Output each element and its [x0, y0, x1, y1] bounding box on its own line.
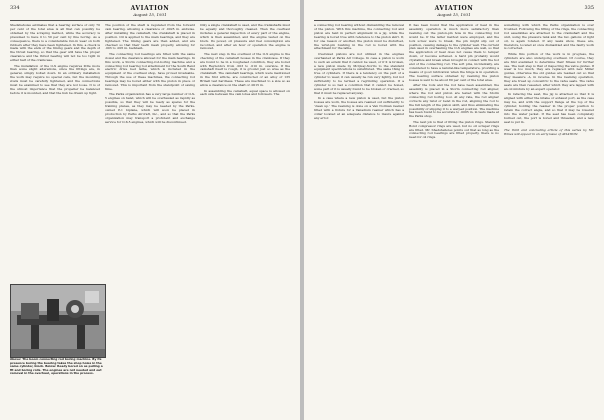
- paragraph: something with which the Parks organization is over troubled. Following the fitting of the rings, the connecting rod assemblies are attached to the crankshaft and the unit, using the pressure tank and the two gallons of light oil, is again rotated. If any leaks show, these are, therefore, located at once dismantled and the faulty work is corrected.: [504, 24, 594, 51]
- left-column-2: [105, 24, 195, 414]
- paragraph: a connecting rod bearing without dismantling the removal of the piston. With this machine, the connecting rod and piston are held in perfect alignment in a jig, while the bearing is bored true with reference to the piston skirt. If, for one reason or another, the piston must be disturbed, the wrist-pin bushing in the rod is bored with the attachment for the lathe.: [314, 24, 404, 51]
- paragraph: Oversized pistons are not utilized in the engines overhauled at Parks Air College. In case a piston is worn to such an extent that it cannot be used, or if it is broken, a new piston made by McQuay-Norris to the standard equipment specifications is substituted. The same thing is true of cylinders. If there is a tendency on the part of a cylinder to wear, it can usually be run very lightly, but not sufficiently to be termed a regrinding operation. If a cylinder is so bad a condition that it cannot be honed, some part of it is usually found to be broken or cracked, so that it must be replaced anyway.: [314, 51, 404, 95]
- paragraph: The installation of the O-X engine requires little more than some slight alterations, since the fittings are, in general, simply bolted down. In an ordinary installation the work may require no special care, but the mounting studs must be carefully tightened, and the connections must be examined to see that they are not loose. It is of the utmost importance that the propeller be balanced before it is mounted, and that the hub be drawn up tight.: [10, 63, 100, 95]
- paragraph: The next job is that of fitting the piston rings. Standard Bond compressor rings are used, but no oil scraper rings are fitted. Mr. Shedsheholes points out that as long as the connecting rod bearings are fitted properly, there is no need for oil rings.: [409, 119, 499, 140]
- right-issue-date: August 15, 1931: [437, 12, 471, 17]
- paragraph: The next step in the overhaul of the O-X engine is the checking of the camshaft bosses in the crankcase. If they are found to be in a roughened condition, they are bored with Reynolds's from .003 to .010 in. oversize. If the camshaft itself is rough, it is ground just so wise as the crankshaft. The camshaft bearings, which were mentioned in the first article, are constructed of an alloy of 135 Brinell test hardness. These are machined to a size so as allow a clearance on the shaft of .0015 in.: [200, 51, 290, 88]
- paragraph: The Parks organization has a very large number of O-X-5 engines on hand, which will be overhauled as rapidly as possible, so that they will be ready as spares for the training planes, as they may be needed by the Parks-owned P-1 biplane, which will soon be placed in production by Parks Aircraft, Inc., and so that the Parks organization may transport a proficient and exchange service for O-X-5 engines, which will be discontinued.: [105, 92, 195, 124]
- left-header-rule: [10, 20, 290, 21]
- paragraph: After the rods and the rod have been assembled, the assembly is placed in a Storm connecting rod aligner, where the rod and piston are tested with the Storm connecting rod boring tool. At any rate, the rod aligner corrects any twist or bend in the rod, aligning the rod to the full length of the piston skirt, and thus eliminating the possibility of slipping it to a warped position. The machine has been found to be accurate to .0005 in. in tests made at the Parks shop.: [409, 83, 499, 119]
- paragraph: The position of the shaft is regulated from the forward cam bearing, allowing a clearance of .0025 in. endwise. After installing the camshaft, the crankshaft is placed in position. Oil is applied to the main bearings, and they are tightened. The timing gears are then added, and are checked so that their teeth mesh properly, allowing for .003 to .005 in. backlash.: [105, 24, 195, 51]
- right-page: [304, 0, 604, 420]
- right-masthead: AVIATION: [434, 5, 474, 12]
- paragraph: It has been found that the application of heat in the assembly operation is much more satisfactory than reaming out the piston-pin hole in the connecting rod would be. If the latter method were employed, and the lock screw were to break, the pin might slip out of position, causing damage to the cylinder wall. The current plan used in overhauling the O-X engines are well, so that the application of heat does not cause them to temper down, or become softened. A hard pin probably would crystallize and break when brought in contact with the hot end of the connecting rod. The soft pins, incidentally, are considered to have a natural-like temperature, providing a means of good lubrication when the hinge is in operation. The bearing surface obtained by reaming the piston bosses is said to be about 80 per cent of the total area.: [409, 24, 499, 82]
- right-column-3: [504, 24, 594, 414]
- left-page: [0, 0, 300, 420]
- paragraph: In a case where a new piston is used, but the piston bosses are worn, the bosses are reamed out sufficiently to 'clean up.' The reaming is done on a Van Norman reamer fitted with a fixture for a Vanadium reamer which has a collar located at an adequate distance to insure against any error.: [314, 96, 404, 120]
- paragraph: In assembling the camshaft, equal space is allowed on each side between the cam lobes and followers. The: [200, 88, 290, 97]
- left-page-header: [10, 5, 290, 21]
- left-column-3: [200, 24, 290, 414]
- series-closing-note: The third and concluding article of this series by Mr. Wines will appear in an early issue of AVIATION.: [504, 127, 594, 136]
- right-page-number: 335: [584, 5, 594, 11]
- left-page-number: 334: [10, 5, 20, 11]
- left-issue-date: August 15, 1931: [133, 12, 167, 17]
- machine-photo-illustration: [11, 285, 105, 357]
- right-page-header: [314, 5, 594, 21]
- paragraph: While this portion of the work is in progress, the cylinders are also undergoing overhaul. Of course, they are first examined to determine their fitness for further use. The next step is that of inspecting the valve guides. If wear is too much, they are replaced with new Miller guides, otherwise the old guides are reamed out so that they measure .A, in reverse. In the reaming operation, they are trued up concentric to the valve seats. The valve seats are then reseated, after which they are lapped with an oil mixture by an expert operator.: [504, 51, 594, 91]
- paragraph: The connecting rod bearings are fitted with the same dowel and the clearance allowed for the main bearings. In this work, a Storm connecting-rod-boring machine and a connecting rod bearing rod attachment for the South Bend electric drive bed lathe, which is included in the equipment of the overhaul shop, have proved invaluable. Through the use of these machines, the connecting rod bearings may be bored either with the piston in place or removed. This is important from the standpoint of saving time.: [105, 51, 195, 91]
- right-column-1: [314, 24, 404, 414]
- boring-machine-photo: [10, 284, 106, 358]
- right-columns: [314, 24, 594, 414]
- photo-caption: Above: The boom connecting rod boring machine. By its presence boring the bearing takes the shop holes in the same cylinder, block. Below: Ready bored on as pulling a fit and boring rolls. The engines are not needed and out removal in the overhaul, operations in the process.: [10, 357, 103, 376]
- paragraph: Only a single crankshaft is used, and the crankshafts must be equally and thoroughly cleaned. Then the overhaul includes a general inspection of every part of the engine, which is then assembled, and the engine tested on the block. Its power, oil pressure and fuel consumption are recorded, and after an hour of operation the engine is removed.: [200, 24, 290, 51]
- left-column-1: [10, 24, 100, 280]
- right-header-rule: [314, 20, 594, 21]
- left-masthead: AVIATION: [130, 5, 170, 12]
- paragraph: Shedsheholes estimates that a bearing surface of only 70 per cent of the total area is all that can possibly be obtained by the scraping method, while the accuracy is presumed to have 0 to 50 per cent by fine boring. As a consequence, there is a considerable run-in wear on both rubbers after they have been tightened. In this, a check is made with the ends of the timing gears and the depth of the thrust bearing, so that the gear will have the proper clearance and the thrust bearing will not be too tight in either half of the crankcase.: [10, 24, 100, 63]
- paragraph: In refacing the seat, the jig is attached so that it is aligned with either the intake or exhaust port, as the case may be, and with the support flange at the top of the cylinder, holding the reamer in the proper position to retain the correct angle, and so that it may be lowered into the water jacket. If the seat has been completely burned out, the port is bored and threaded, and a new seat is put in.: [504, 92, 594, 124]
- right-column-2: [409, 24, 499, 414]
